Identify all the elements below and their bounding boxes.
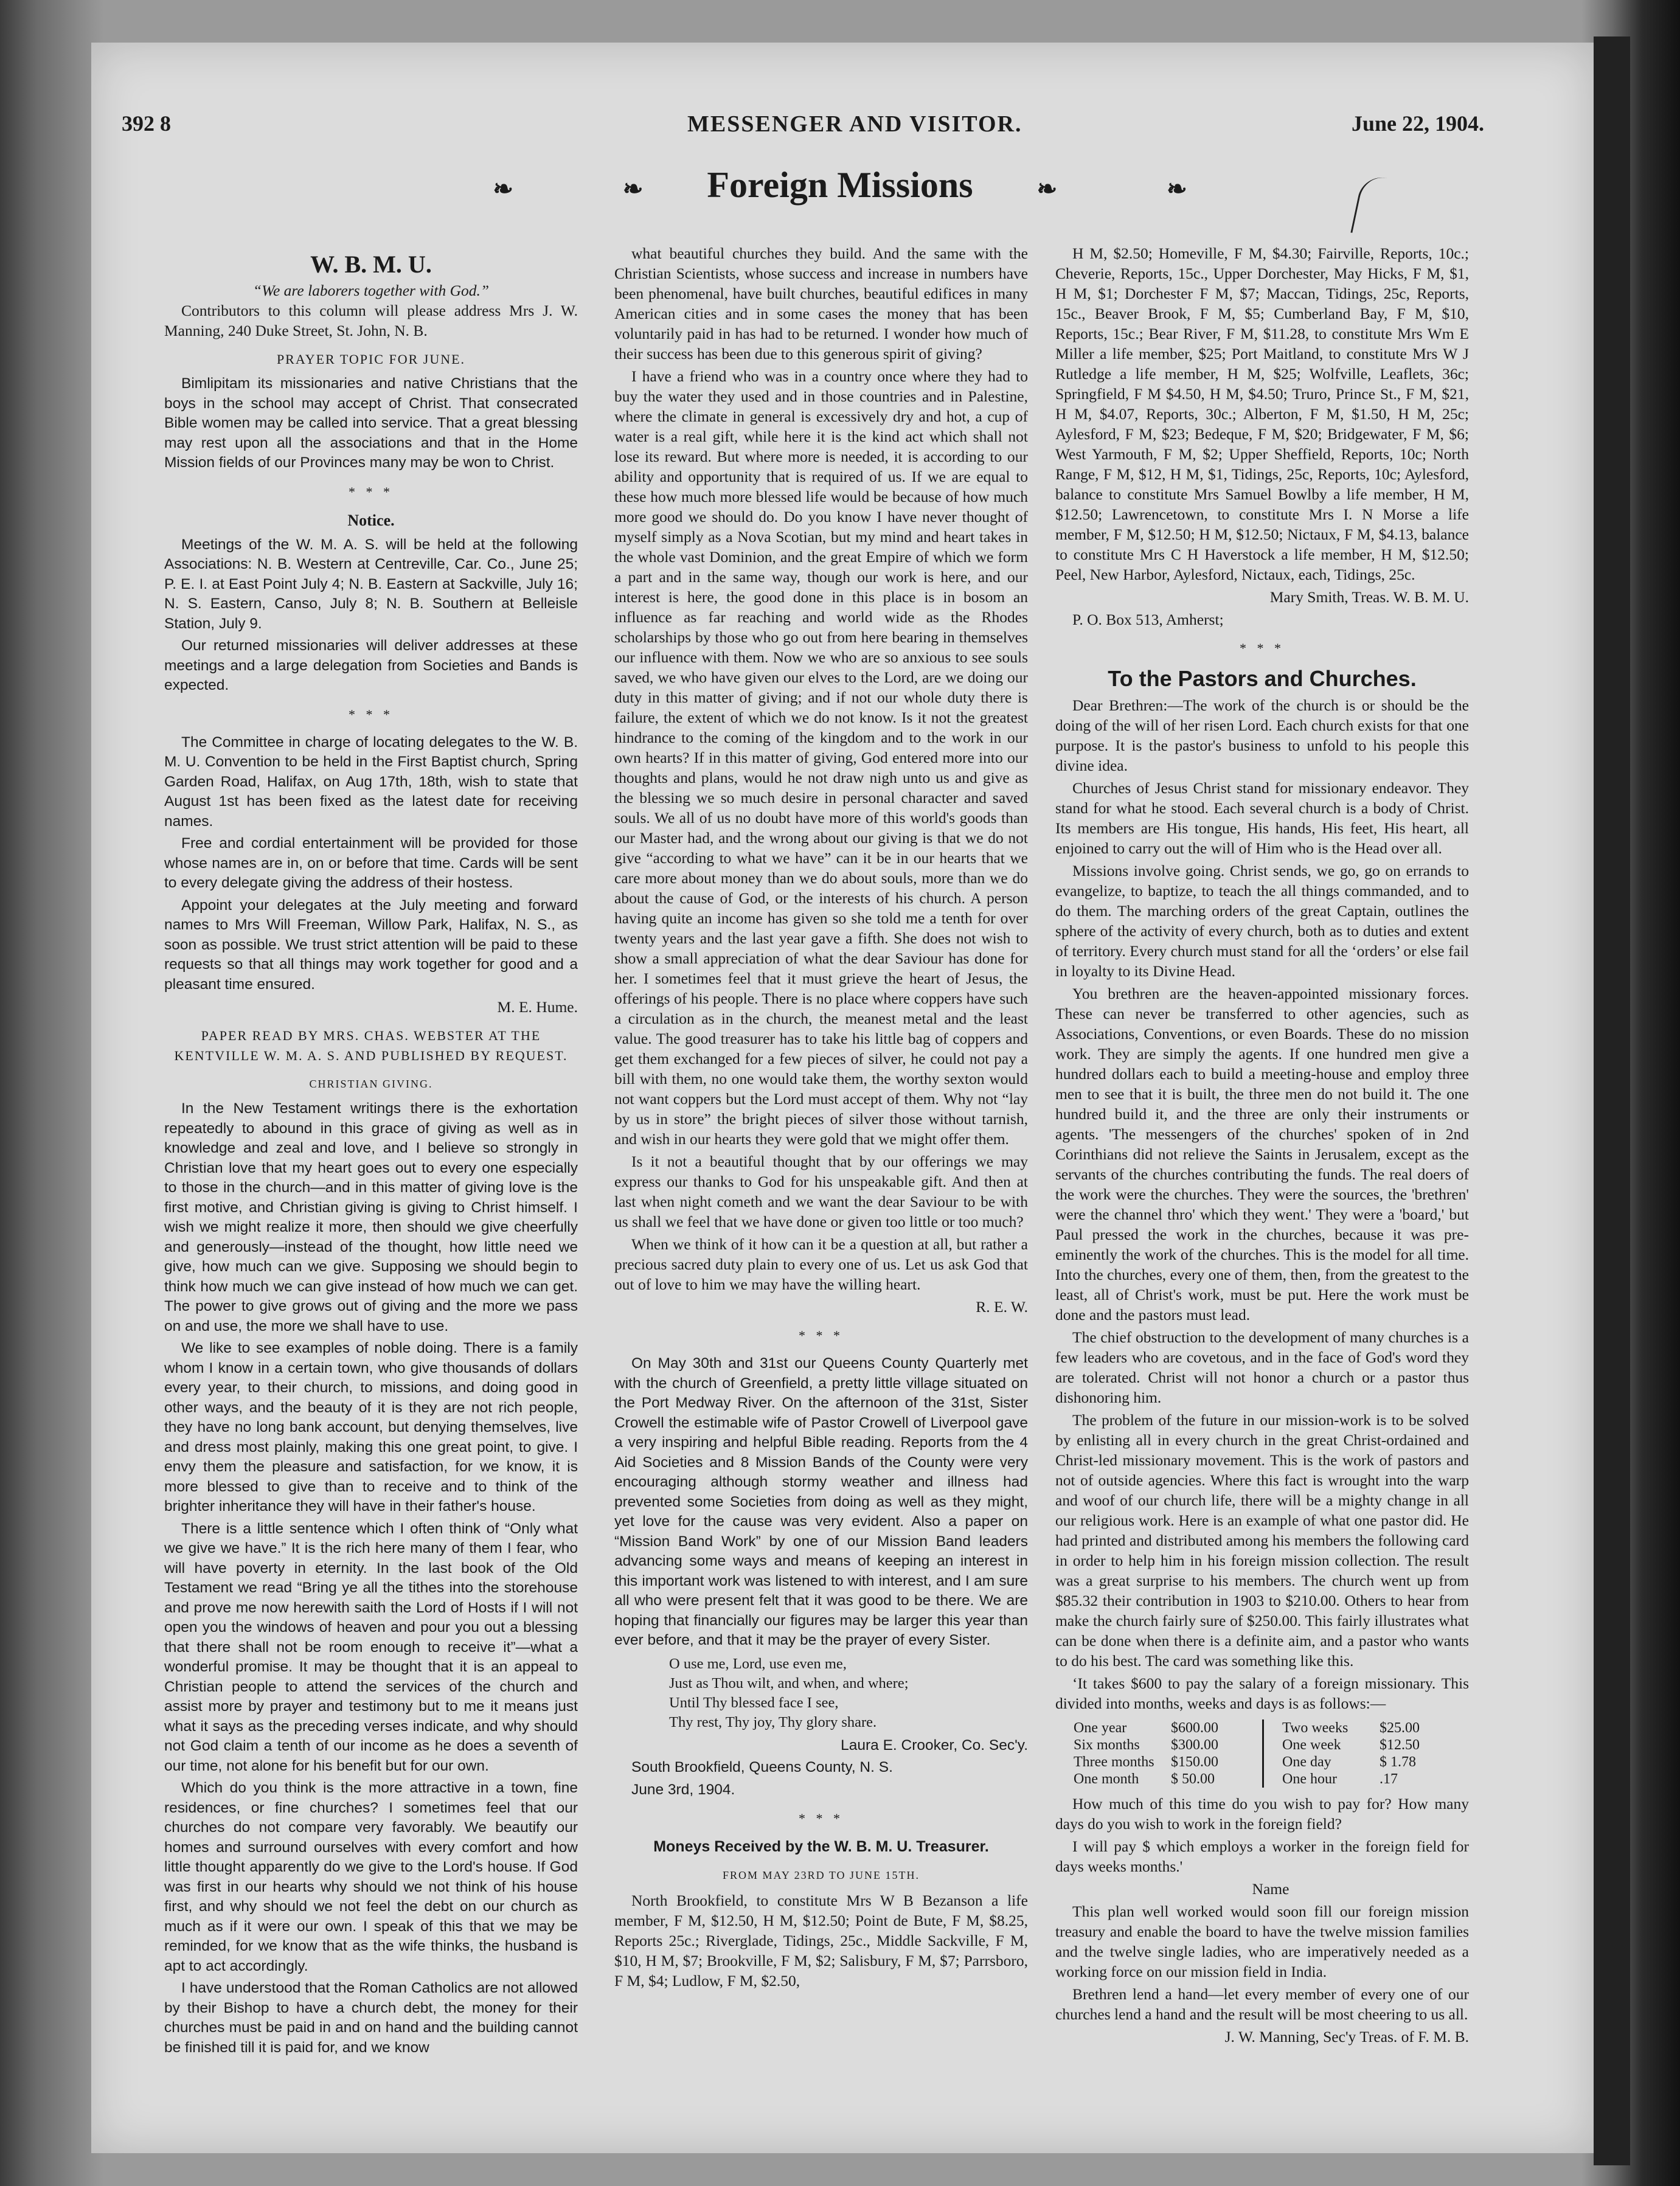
cost-label: One day: [1282, 1754, 1331, 1770]
separator: * * *: [349, 484, 394, 499]
page-edge: [1594, 36, 1630, 2165]
paragraph: There is a little sentence which I often think of “Only what we give we have.” It is the rich here many of them I fear, who will have poverty in eternity. In the last book of the Old Testament we read “Bring ye all the tithes into the storehouse and prove me now herewith saith the Lord of Hosts if I will not open you the windows of heaven and pour you out a blessing that there shall not be room enough to receive it”—what a wonderful promise. It may be thought that it is an appeal to Christian people to attend the services of the church and assist more by prayer and testimony but to me it means just what it says as the preceding verses indicate, and why should not God claim a tenth of our income as he does a seventh of our time, not alone for his benefit but for our own.: [164, 1520, 578, 1774]
paragraph: I have a friend who was in a country once where they had to buy the water they used and in those countries and in Palestine, where the climate in general is excessively dry and hot, a cup of water is a real gift, while here it is the kind act which shall not lose its reward. But where more is needed, it is according to our ability and opportunity that is required of us. If we are equal to these how much more blessed life would be because of how much more good we should do. Do you know I have never thought of myself simply as a Nova Scotian, but my mind and heart takes in the whole vast Dominion, and the great Empire of which we form a part and in the same way, though our work is here, and our interest is here, the good done in this place is in bosom an influence as far reaching and world wide as the Rhodes scholarships by those who go out from here bearing in themselves our influence with them. Now we who are so anxious to see souls saved, we who have given our elves to the Lord, are we doing our duty in this matter of giving; and if not our whole duty there is failure, the extent of which we do not know. Is it not the greatest hindrance to the coming of the kingdom and to the work in our own hearts? If in this matter of giving, God entered more into our thoughts and plans, would he not draw nigh unto us and give as the blessing we so much desire in personal character and saved souls. We all of us no doubt have more of this world's goods than our Master had, and the wrong about our giving is that we do not give “according to what we have” can it be in our hearts that we care more about money than we do about souls, more than we do about the cause of God, or the interests of his church. A person having quite an income has given so she told me a tenth for over twenty years and the last year gave a fifth. She does not wish to show a small appreciation of what the dear Saviour has done for her. I sometimes feel that it must grieve the heart of Jesus, the offerings of his people. There is no place where coppers have such a circulation as in the church, the meanest metal and the least value. The good treasurer has to take his little bag of coppers and get them exchanged for a few pieces of silver, he could not pay a bill with them, no one would take them, the worthy sexton would not want coppers but the Lord must accept of them. Why not “lay by us in store” the bright pieces of silver those without tarnish, and wish in our hearts they were gold that we might offer them.: [614, 367, 1028, 1148]
poem-line: O use me, Lord, use even me,: [669, 1655, 847, 1672]
paragraph: The Committee in charge of locating delegates to the W. B. M. U. Convention to be held in the First Baptist church, Spring Garden Road, Halifax, on Aug 17th, 18th, wish to state that August 1st has been fixed as the latest date for receiving names.: [164, 734, 578, 830]
cost-label: One month: [1074, 1771, 1139, 1787]
paragraph: ‘It takes $600 to pay the salary of a foreign missionary. This divided into months, weeks and days is as follows:—: [1055, 1674, 1469, 1712]
separator: * * *: [799, 1328, 844, 1343]
cost-table-left: [1074, 1719, 1244, 1788]
poem-line: Thy rest, Thy joy, Thy glory share.: [669, 1713, 877, 1730]
cost-value: $ 50.00: [1171, 1771, 1215, 1787]
cost-value: $12.50: [1380, 1737, 1420, 1753]
leaf-ornament-icon: ❧: [1036, 175, 1058, 203]
signature: R. E. W.: [976, 1298, 1028, 1316]
cost-label: One week: [1282, 1737, 1341, 1753]
separator: * * *: [1240, 640, 1285, 656]
paragraph: I will pay $ which employs a worker in the foreign field for days weeks months.': [1055, 1837, 1469, 1875]
column-1: [164, 243, 578, 2060]
paragraph: Missions involve going. Christ sends, we go, go on errands to evangelize, to baptize, to teach the all things commanded, and to do them. The marching orders of the great Captain, outlines the sphere of the activity of every church, both as to duties and extent of territory. Every church must stand for all the ‘orders’ or else fail in loyalty to its Divine Head.: [1055, 861, 1469, 980]
cost-value: $150.00: [1171, 1754, 1218, 1770]
paragraph: You brethren are the heaven-appointed missionary forces. These can never be transferred to other agencies, such as Associations, Conventions, or even Boards. These do no mission work. They are simply the agents. If one hundred men give a hundred dollars each to build a meeting-house and employ three men to see that it is built, the three men do not build it. The one hundred build it, and the three are only their instruments or agents. 'The messengers of the churches' spoken of in 2nd Corinthians did not relieve the Saints in Jerusalem, except as the servants of the churches contributing the funds. The real doers of the work were the churches. They were the sources, the 'brethren' were the channel thro' which they went.' They were a 'board,' but Paul pressed the work in the churches, because it was pre-eminently the work of the churches. This is the model for all time. Into the churches, every one of them, then, from the greatest to the least, all of Christ's work, must be put. Here the work must be done and the pastors must lead.: [1055, 984, 1469, 1324]
paragraph: Appoint your delegates at the July meeting and forward names to Mrs Will Freeman, Willow Park, Halifax, N. S., as soon as possible. We trust strict attention will be paid to these requests so that all things may work together for good and a pleasant time ensured.: [164, 897, 578, 993]
cost-label: One hour: [1282, 1771, 1337, 1787]
separator: * * *: [799, 1811, 844, 1826]
paragraph: North Brookfield, to constitute Mrs W B Bezanson a life member, F M, $12.50, H M, $12.50; Point de Bute, F M, $8.25, Reports 25c.; Riverglade, Tidings, 25c., Middle Sackville, F M, $10, H M, $7; Brookville, F M, $2; Salisbury, F M, $7; Parrsboro, F M, $4; Ludlow, F M, $2.50,: [614, 1891, 1028, 1990]
cost-table: [1074, 1719, 1469, 1788]
poem-line: Until Thy blessed face I see,: [669, 1694, 839, 1711]
paragraph: Churches of Jesus Christ stand for missionary endeavor. They stand for what he stood. Each several church is a body of Christ. Its members are His tongue, His hands, His feet, His heart, all enjoined to carry out the will of Him who is the Head over all.: [1055, 779, 1469, 857]
section-title: [0, 164, 1680, 206]
moneys-heading: Moneys Received by the W. B. M. U. Treasurer.: [653, 1838, 989, 1855]
cost-table-right: [1282, 1719, 1453, 1788]
name-line: Name: [1252, 1879, 1290, 1898]
cost-value: $600.00: [1171, 1719, 1218, 1736]
issue-date: June 22, 1904.: [1351, 111, 1484, 136]
page-header: [116, 111, 1484, 147]
paragraph: H M, $2.50; Homeville, F M, $4.30; Fairville, Reports, 10c.; Cheverie, Reports, 15c., Upper Dorchester, May Hicks, F M, $1, H M, $1; Dorchester F M, $7; Maccan, Tidings, 25c, Reports, 15c., Beaver Brook, F M, $5; Cumberland Bay, F M, $10, Reports, 15c.; Bear River, F M, $11.28, to constitute Mrs Wm E Miller a life member, $25; Port Maitland, to constitute Mrs W J Rutledge a life member, H M, $25; Wolfville, Leaflets, 36c; Springfield, F M $4.50, H M, $4.50; Truro, Prince St., F M, $21, H M, $4.07, Reports, 30c.; Alberton, F M, $1.50, H M, 25c; Aylesford, F M, $23; Bedeque, F M, $20; Bridgewater, F M, $6; West Yarmouth, F M, $2; Upper Sheffield, Reports, 10c; North Range, F M, $12, H M, $1, Tidings, 25c, Reports, 10c; Aylesford, balance to constitute Mrs Samuel Bowlby a life member, H M, $12.50; Lawrencetown, to constitute Mrs I. N Morse a life member, F M, $12.50; H M, $12.50; Nictaux, F M, $4.13, balance to constitute Mrs C H Haverstock a life member, H M, $12.50; Peel, New Harbor, Aylesford, Nictaux, each, Tidings, 25c.: [1055, 245, 1469, 583]
paragraph: The problem of the future in our mission-work is to be solved by enlisting all in every church in the great Christ-ordained and Christ-led missionary movement. This is the work of pastors and not of outside agencies. Where this fact is wrought into the warp and woof of our church life, there will be a mighty change in all our religious work. Here is an example of what one pastor did. He had printed and distributed among his members the following card in order to help him in his foreign mission collection. The result was a great surprise to his members. The church went up from $85.32 their contribution in 1903 to $210.00. Others to hear from make the church fairly sure of $250.00. This fairly illustrates what can be done when there is a definite aim, and a pastor who wants to do his best. The card was something like this.: [1055, 1410, 1469, 1670]
paragraph: The chief obstruction to the development of many churches is a few leaders who are covetous, and in the face of God's word they are tolerated. Christ will not honor a church or a pastor thus dishonoring him.: [1055, 1328, 1469, 1406]
paragraph: Which do you think is the more attractive in a town, fine residences, or fine churches? I sometimes feel that our churches do not compare very favorably. We beautify our homes and surround ourselves with every comfort and how little thought apparently do we give to the Lord's house. If God was first in our hearts why should we not think of his house first, and why should we not feel the debt on our church as much as if it were our own. I speak of this that we may be reminded, for we know that as the wife thinks, the husband is apt to act accordingly.: [164, 1780, 578, 1974]
cost-value: $25.00: [1380, 1719, 1420, 1736]
prayer-heading: PRAYER TOPIC FOR JUNE.: [276, 352, 466, 367]
paragraph: In the New Testament writings there is the exhortation repeatedly to abound in this grace of giving as well as in knowledge and zeal and love, and I believe so strongly in Christian love that my heart goes out to every one especially to those in the church—and in this matter of giving love is the first motive, and Christian giving is giving to Christ himself. I wish we might realize it more, then should we give cheerfully and generously—instead of the thought, how little need we give, how much can we give. Supposing we should begin to think how much we can give instead of how much we can get. The power to give grows out of giving and the more we pass on and use, the more we shall have to use.: [164, 1100, 578, 1334]
paragraph: How much of this time do you wish to pay for? How many days do you wish to work in the foreign field?: [1055, 1794, 1469, 1833]
paragraph: On May 30th and 31st our Queens County Quarterly met with the church of Greenfield, a pretty little village situated on the Port Medway River. On the afternoon of the 31st, Sister Crowell the estimable wife of Pastor Crowell of Liverpool gave a very inspiring and helpful Bible reading. Reports from the 4 Aid Societies and 8 Mission Bands of the County were very encouraging although stormy weather and illness had prevented some Societies from doing as well as they might, yet love for the cause was very evident. Also a paper on “Mission Band Work” by one of our Mission Band leaders advancing some ways and means of keeping an interest in this important work was listened to with interest, and I am sure all who were present felt that it was good to be there. We are hoping that financially our figures may be larger this year than ever before, and that it may be the prayer of every Sister.: [614, 1355, 1028, 1648]
date-line: June 3rd, 1904.: [631, 1781, 735, 1798]
place-line: South Brookfield, Queens County, N. S.: [631, 1759, 893, 1775]
pastors-title: To the Pastors and Churches.: [1108, 666, 1417, 691]
cost-label: Three months: [1074, 1754, 1154, 1770]
signature: M. E. Hume.: [497, 998, 578, 1016]
paper-heading: PAPER READ BY MRS. CHAS. WEBSTER AT THE KENTVILLE W. M. A. S. AND PUBLISHED BY REQUEST.: [174, 1028, 568, 1063]
wbmu-title: W. B. M. U.: [310, 251, 432, 278]
paper-subheading: CHRISTIAN GIVING.: [309, 1078, 433, 1090]
table-divider: [1262, 1719, 1264, 1788]
paragraph: Meetings of the W. M. A. S. will be held at the following Associations: N. B. Western at Centreville, Car. Co., June 25; P. E. I. at East Point July 4; N. B. Eastern at Sackville, July 16; N. S. Eastern, Canso, July 8; N. B. Southern at Belleisle Station, July 9.: [164, 536, 578, 632]
paragraph: I have understood that the Roman Catholics are not allowed by their Bishop to have a church debt, the money for their churches must be paid in and on hand and the building cannot be finished till it is paid for, and we know: [164, 1980, 578, 2056]
address-line: P. O. Box 513, Amherst;: [1072, 611, 1224, 628]
leaf-ornament-icon: ❧: [493, 175, 513, 203]
notice-heading: Notice.: [347, 511, 395, 529]
signature: Laura E. Crooker, Co. Sec'y.: [841, 1737, 1028, 1754]
leaf-ornament-icon: ❧: [622, 175, 644, 203]
paragraph: Bimlipitam its missionaries and native Christians that the boys in the school may accept of Christ. That consecrated Bible women may be called into service. That a great blessing may rest upon all the associations and that in the Home Mission fields of our Provinces many may be won to Christ.: [164, 375, 578, 471]
moneys-subheading: FROM MAY 23RD TO JUNE 15TH.: [722, 1869, 920, 1881]
paragraph: We like to see examples of noble doing. There is a family whom I know in a certain town, who give thousands of dollars every year, to their church, to missions, and doing good in other ways, and the beauty of it is they are not rich people, they have no long bank account, but denying themselves, live and dress most plainly, making this one great point, to give. I envy them the pleasure and satisfaction, for we know, it is more blessed to give than to receive and to think of the brighter inheritance they will have in their father's house.: [164, 1340, 578, 1515]
cost-value: $300.00: [1171, 1737, 1218, 1753]
page-number: 392 8: [122, 111, 171, 136]
paragraph: what beautiful churches they build. And the same with the Christian Scientists, whose success and increase in numbers have been phenomenal, have built churches, beautiful edifices in many American cities and in some cases the money that has been voluntarily paid in has had to be returned. I wonder how much of their success has been due to this generous spirit of giving?: [614, 245, 1028, 363]
signature: Mary Smith, Treas. W. B. M. U.: [1269, 588, 1469, 606]
cost-label: One year: [1074, 1719, 1127, 1736]
leaf-ornament-icon: ❧: [1167, 175, 1187, 203]
cost-value: .17: [1380, 1771, 1398, 1787]
separator: * * *: [349, 706, 394, 722]
paragraph: This plan well worked would soon fill our foreign mission treasury and enable the board to have the twelve mission families and the twelve single ladies, who are imperatively needed as a working force on our mission field in India.: [1055, 1902, 1469, 1980]
cost-value: $ 1.78: [1380, 1754, 1416, 1770]
paragraph: Free and cordial entertainment will be provided for those whose names are in, on or before that time. Cards will be sent to every delegate giving the address of their hostess.: [164, 835, 578, 891]
poem-line: Just as Thou wilt, and when, and where;: [669, 1674, 909, 1692]
paragraph: Is it not a beautiful thought that by our offerings we may express our thanks to God for his unspeakable gift. And then at last when night cometh and we want the dear Saviour to be with us shall we feel that we have done or given too little or too much?: [614, 1153, 1028, 1230]
column-3: [1055, 243, 1469, 2049]
paragraph: Contributors to this column will please address Mrs J. W. Manning, 240 Duke Street, St. John, N. B.: [164, 302, 578, 339]
paragraph: Brethren lend a hand—let every member of every one of our churches lend a hand and the result will be most cheering to us all.: [1055, 1985, 1469, 2023]
paragraph: Our returned missionaries will deliver addresses at these meetings and a large delegation from Societies and Bands is expected.: [164, 637, 578, 693]
paragraph: Dear Brethren:—The work of the church is or should be the doing of the will of her risen Lord. Each church exists for that one purpose. It is the pastor's business to unfold to his people this divine idea.: [1055, 696, 1469, 774]
cost-label: Two weeks: [1282, 1719, 1349, 1736]
section-title-text: Foreign Missions: [707, 165, 973, 205]
masthead: MESSENGER AND VISITOR.: [687, 111, 1022, 137]
signature: J. W. Manning, Sec'y Treas. of F. M. B.: [1224, 2027, 1469, 2045]
cost-label: Six months: [1074, 1737, 1140, 1753]
wbmu-motto: “We are laborers together with God.”: [252, 282, 490, 299]
poem: [669, 1654, 1028, 1732]
column-2: [614, 243, 1028, 1993]
paragraph: When we think of it how can it be a question at all, but rather a precious sacred duty plain to every one of us. Let us ask God that out of love to him we may have the willing heart.: [614, 1235, 1028, 1293]
